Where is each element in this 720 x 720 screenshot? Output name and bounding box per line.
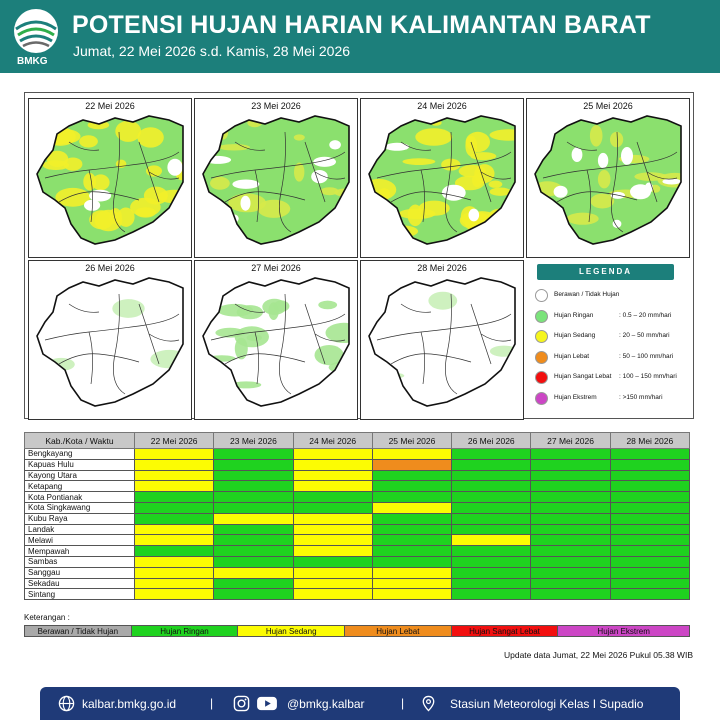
rain-cell [452,535,531,546]
rain-table [24,432,690,600]
region-name: Kota Singkawang [25,502,135,513]
legend-label: Hujan Ekstrem [554,393,597,401]
rain-cell [452,556,531,567]
rain-cell [214,470,293,481]
keterangan-item: Hujan Lebat [345,626,452,636]
legend-range: : >150 mm/hari [619,393,663,401]
page-title: POTENSI HUJAN HARIAN KALIMANTAN BARAT [72,11,651,39]
rain-cell [452,481,531,492]
rain-cell [610,449,689,460]
rain-cell [372,535,451,546]
rain-cell [610,535,689,546]
rain-cell [214,449,293,460]
rain-cell [610,502,689,513]
station-name: Stasiun Meteorologi Kelas I Supadio [450,697,644,711]
rain-cell [610,481,689,492]
table-row [25,459,690,470]
daily-map [194,98,358,258]
rain-cell [372,524,451,535]
table-row [25,449,690,460]
table-row [25,535,690,546]
rain-cell [293,481,372,492]
rain-cell [214,502,293,513]
keterangan-item: Hujan Ringan [132,626,239,636]
region-name: Kota Pontianak [25,492,135,503]
footer-separator: | [401,696,405,710]
rain-cell [610,459,689,470]
rain-cell [214,589,293,600]
date-header: 23 Mei 2026 [214,433,293,449]
region-name: Ketapang [25,481,135,492]
region-name: Sekadau [25,578,135,589]
rain-cell [610,513,689,524]
date-header: 25 Mei 2026 [372,433,451,449]
rain-cell [293,502,372,513]
map-date-label: 28 Mei 2026 [417,263,467,273]
table-row [25,502,690,513]
table-row [25,513,690,524]
table-row [25,589,690,600]
daily-map [194,260,358,420]
update-text: Update data Jumat, 22 Mei 2026 Pukul 05.38 WIB [503,650,693,660]
rain-map [361,274,523,420]
daily-map [360,260,524,420]
region-name: Sambas [25,556,135,567]
table-row [25,470,690,481]
rain-cell [372,546,451,557]
rain-cell [610,578,689,589]
location-pin-icon [420,695,437,712]
region-name: Mempawah [25,546,135,557]
rain-cell [610,470,689,481]
legend-range: : 0.5 – 20 mm/hari [619,311,672,319]
region-name: Kubu Raya [25,513,135,524]
legend-item [535,351,695,365]
footer-bar [40,687,680,720]
date-header: 26 Mei 2026 [452,433,531,449]
rain-cell [531,492,610,503]
rain-cell [135,459,214,470]
rain-cell [135,481,214,492]
rain-cell [293,546,372,557]
rain-cell [531,535,610,546]
page-subtitle: Jumat, 22 Mei 2026 s.d. Kamis, 28 Mei 2026 [73,43,351,59]
rain-cell [452,492,531,503]
legend-label: Hujan Lebat [554,352,590,360]
daily-map [526,98,690,258]
rain-cell [531,578,610,589]
legend-item [535,289,695,303]
rain-cell [135,492,214,503]
rain-cell [531,567,610,578]
keterangan-bar [24,625,690,637]
keterangan-item: Hujan Ekstrem [558,626,689,636]
keterangan-label: Keterangan : [24,613,70,622]
rain-cell [372,567,451,578]
map-date-label: 27 Mei 2026 [251,263,301,273]
legend-range: : 50 – 100 mm/hari [619,352,674,360]
rain-cell [372,459,451,470]
rain-cell [293,449,372,460]
rain-cell [135,535,214,546]
rain-cell [135,556,214,567]
rain-cell [293,470,372,481]
legend-item [535,371,695,385]
legend-swatch [535,310,548,323]
rain-cell [135,502,214,513]
table-row [25,492,690,503]
rain-cell [293,459,372,470]
legend [527,258,692,416]
rain-cell [452,567,531,578]
rain-cell [372,449,451,460]
rain-cell [372,578,451,589]
rain-map [527,112,689,258]
table-row [25,567,690,578]
rain-map [195,112,357,258]
date-header: 28 Mei 2026 [610,433,689,449]
rain-cell [452,589,531,600]
rain-cell [135,578,214,589]
rain-cell [293,578,372,589]
region-name: Sintang [25,589,135,600]
region-name: Kapuas Hulu [25,459,135,470]
rain-map [195,274,357,420]
logo-text: BMKG [17,56,48,67]
footer-separator: | [210,696,214,710]
legend-label: Hujan Sangat Lebat [554,373,612,380]
legend-label: Hujan Sedang [554,332,596,339]
rain-cell [452,459,531,470]
table-row [25,524,690,535]
table-row [25,546,690,557]
map-date-label: 24 Mei 2026 [417,101,467,111]
rain-cell [293,492,372,503]
rain-cell [610,546,689,557]
legend-swatch [535,371,548,384]
rain-cell [135,524,214,535]
rain-cell [531,481,610,492]
region-name: Bengkayang [25,449,135,460]
map-date-label: 22 Mei 2026 [85,101,135,111]
date-header: 22 Mei 2026 [135,433,214,449]
rain-cell [610,524,689,535]
youtube-icon[interactable] [256,695,278,712]
region-name: Landak [25,524,135,535]
legend-item [535,330,695,344]
rain-cell [372,492,451,503]
rain-cell [214,459,293,470]
keterangan-item: Berawan / Tidak Hujan [25,626,132,636]
rain-cell [214,567,293,578]
rain-cell [372,481,451,492]
rain-cell [452,524,531,535]
legend-title: LEGENDA [537,264,674,280]
legend-item [535,392,695,406]
rain-cell [214,535,293,546]
rain-cell [610,492,689,503]
region-name: Melawi [25,535,135,546]
keterangan-item: Hujan Sedang [238,626,345,636]
rain-cell [214,481,293,492]
rain-map [29,112,191,258]
daily-map [360,98,524,258]
legend-item [535,310,695,324]
rain-cell [531,470,610,481]
rain-cell [452,513,531,524]
rain-cell [135,546,214,557]
social-handle[interactable]: @bmkg.kalbar [287,697,365,711]
rain-cell [531,459,610,470]
rain-cell [214,524,293,535]
date-header: 27 Mei 2026 [531,433,610,449]
instagram-icon[interactable] [233,695,250,712]
rain-cell [214,578,293,589]
rain-cell [214,546,293,557]
rain-cell [452,546,531,557]
rain-cell [135,567,214,578]
rain-cell [135,470,214,481]
region-name: Kayong Utara [25,470,135,481]
rain-map [29,274,191,420]
rain-cell [610,556,689,567]
rain-cell [531,524,610,535]
rain-cell [372,502,451,513]
website-link[interactable]: kalbar.bmkg.go.id [82,697,177,711]
rain-cell [293,535,372,546]
rain-cell [372,589,451,600]
rain-cell [531,589,610,600]
daily-map [28,98,192,258]
rain-cell [214,492,293,503]
legend-swatch [535,289,548,302]
rain-cell [531,556,610,567]
globe-icon [58,695,75,712]
legend-range: : 100 – 150 mm/hari [619,373,677,380]
map-date-label: 25 Mei 2026 [583,101,633,111]
legend-range: : 20 – 50 mm/hari [619,332,670,339]
legend-swatch [535,392,548,405]
rain-cell [293,556,372,567]
rain-cell [293,524,372,535]
table-corner-header: Kab./Kota / Waktu [25,433,135,449]
rain-cell [452,470,531,481]
daily-map [28,260,192,420]
rain-cell [214,513,293,524]
rain-cell [610,589,689,600]
rain-cell [135,589,214,600]
legend-label: Hujan Ringan [554,311,594,319]
rain-cell [293,567,372,578]
rain-cell [135,449,214,460]
rain-cell [293,513,372,524]
rain-cell [135,513,214,524]
map-date-label: 23 Mei 2026 [251,101,301,111]
rain-cell [372,470,451,481]
rain-cell [531,546,610,557]
table-row [25,556,690,567]
rain-cell [372,556,451,567]
rain-cell [452,449,531,460]
rain-cell [610,567,689,578]
rain-cell [214,556,293,567]
rain-cell [293,589,372,600]
rain-map [361,112,523,258]
date-header: 24 Mei 2026 [293,433,372,449]
legend-swatch [535,351,548,364]
table-row [25,578,690,589]
legend-swatch [535,330,548,343]
header-bar [0,0,720,73]
table-row [25,481,690,492]
rain-cell [372,513,451,524]
region-name: Sanggau [25,567,135,578]
rain-cell [452,578,531,589]
legend-label: Berawan / Tidak Hujan [554,291,620,298]
rain-cell [452,502,531,513]
rain-cell [531,449,610,460]
rain-cell [531,513,610,524]
map-date-label: 26 Mei 2026 [85,263,135,273]
keterangan-item: Hujan Sangat Lebat [452,626,559,636]
rain-cell [531,502,610,513]
